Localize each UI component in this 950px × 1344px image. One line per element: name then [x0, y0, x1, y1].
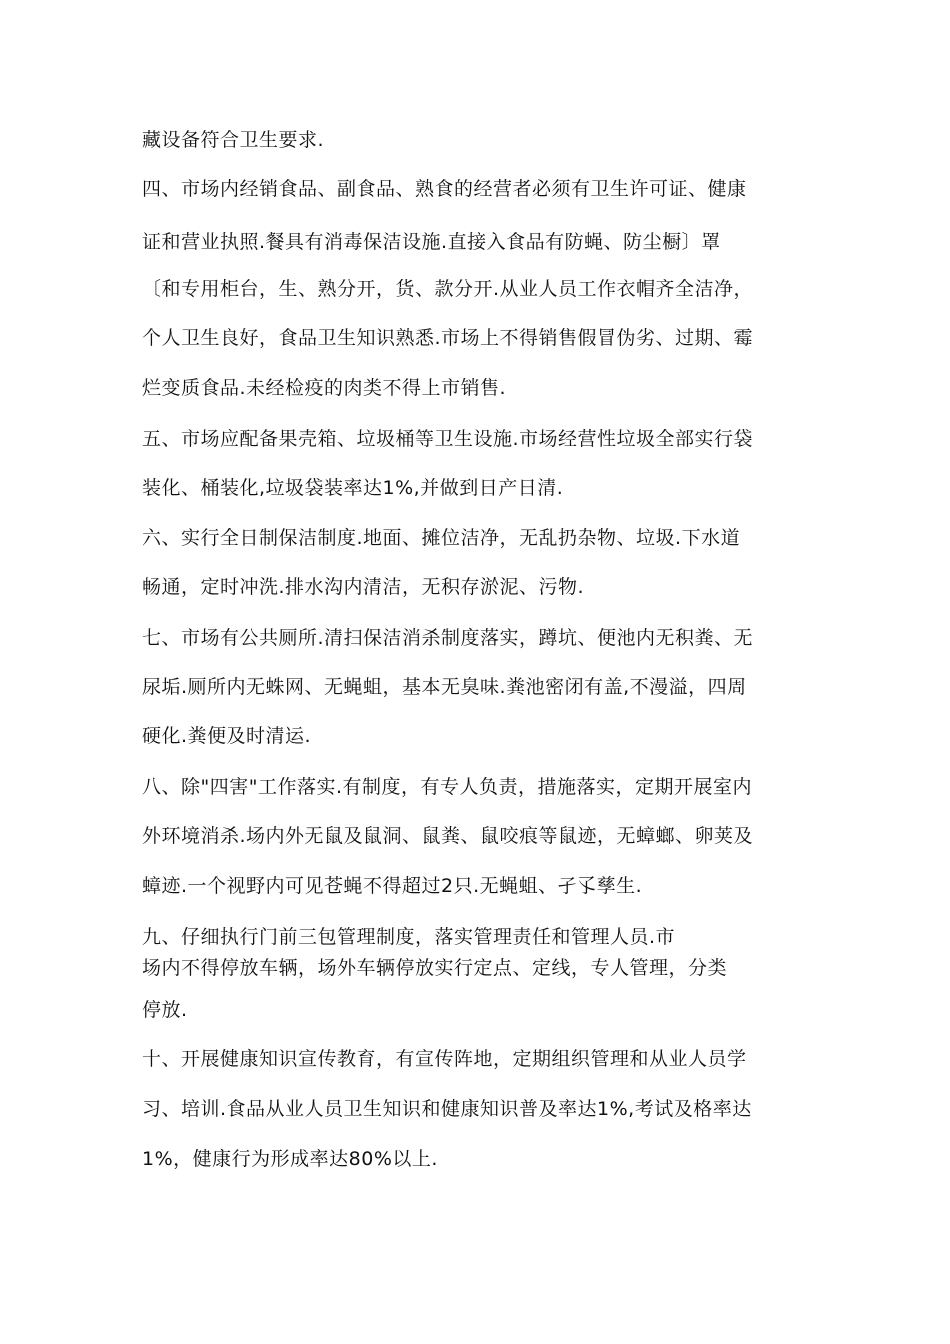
text-line: 八、除"四害"工作落实.有制度，有专人负责，措施落实，定期开展室内	[142, 776, 753, 798]
text-line: 1%，健康行为形成率达80%以上.	[142, 1148, 438, 1170]
text-line: 习、培训.食品从业人员卫生知识和健康知识普及率达1%,考试及格率达	[142, 1098, 752, 1120]
text-line: 〔和专用柜台，生、熟分开，货、款分开.从业人员工作衣帽齐全洁净，	[142, 278, 754, 300]
text-line: 九、仔细执行门前三包管理制度，落实管理责任和管理人员.市	[142, 926, 676, 948]
text-line: 尿垢.厕所内无蛛网、无蝇蛆，基本无臭味.粪池密闭有盖,不漫溢，四周	[142, 676, 747, 698]
text-line: 藏设备符合卫生要求.	[142, 129, 325, 151]
text-line: 个人卫生良好，食品卫生知识熟悉.市场上不得销售假冒伪劣、过期、霉	[142, 327, 754, 349]
text-line: 外环境消杀.场内外无鼠及鼠洞、鼠粪、鼠咬痕等鼠迹，无蟑螂、卵荚及	[142, 825, 754, 847]
text-line: 蟑迹.一个视野内可见苍蝇不得超过2只.无蝇蛆、孑孓孳生.	[142, 875, 643, 897]
text-line: 证和营业执照.餐具有消毒保洁设施.直接入食品有防蝇、防尘橱〕罩	[142, 231, 721, 253]
text-line: 场内不得停放车辆，场外车辆停放实行定点、定线，专人管理，分类	[142, 957, 728, 979]
text-line: 硬化.粪便及时清运.	[142, 725, 312, 747]
text-line: 停放.	[142, 999, 188, 1021]
text-line: 装化、桶装化,垃圾袋装率达1%,并做到日产日清.	[142, 477, 564, 499]
text-line: 六、实行全日制保洁制度.地面、摊位洁净，无乱扔杂物、垃圾.下水道	[142, 527, 741, 549]
text-line: 七、市场有公共厕所.清扫保洁消杀制度落实，蹲坑、便池内无积粪、无	[142, 627, 754, 649]
text-line: 烂变质食品.未经检疫的肉类不得上市销售.	[142, 377, 507, 399]
text-line: 畅通，定时冲洗.排水沟内清洁，无积存淤泥、污物.	[142, 576, 585, 598]
text-line: 五、市场应配备果壳箱、垃圾桶等卫生设施.市场经营性垃圾全部实行袋	[142, 428, 754, 450]
text-line: 十、开展健康知识宣传教育，有宣传阵地，定期组织管理和从业人员学	[142, 1048, 747, 1070]
text-line: 四、市场内经销食品、副食品、熟食的经营者必须有卫生许可证、健康	[142, 178, 747, 200]
